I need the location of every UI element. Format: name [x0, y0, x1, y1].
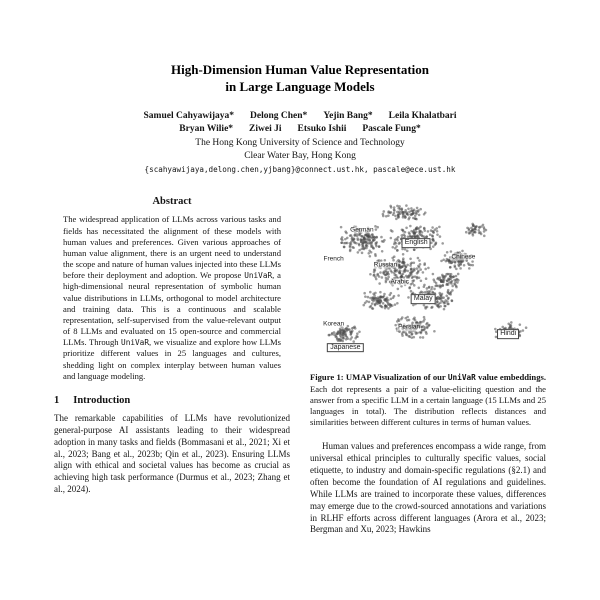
affiliation-line-1: The Hong Kong University of Science and Technology: [195, 137, 405, 148]
author-name: Yejin Bang*: [323, 110, 373, 121]
caption-bold-mono: UniVaR: [447, 373, 476, 383]
right-column: [310, 196, 546, 536]
umap-label-korean: Korean: [323, 320, 345, 328]
intro-section-number: 1: [54, 394, 60, 406]
umap-label-arabic: Arabic: [390, 278, 409, 286]
abstract-text: The widespread application of LLMs across various tasks and fields has necessitated the alignment of these models with human values and preferences. Given various approaches of human value alignment, there is an urgent need to understand the scope and nature of human values injected into these LLMs before their deployment and adoption. We propose UniVaR, a high-dimensional neural representation of symbolic human value distributions in LLMs, orthogonal to model architecture and training data. This is a continuous and scalable representation, self-supervised from the value-relevant output of 8 LLMs and evaluated on 15 open-source and commercial LLMs. Through UniVaR, we visualize and explore how LLMs prioritize different values in 25 languages and cultures, shedding light on complex interplay between human values and language modeling.: [63, 214, 281, 381]
intro-paragraph: The remarkable capabilities of LLMs have revolutionized general-purpose AI assistants leading to their widespread adoption in many tasks and fields (Bommasani et al., 2021; Xi et al., 2023; Bang et al., 2023b; Qin et al., 2023). Ensuring LLMs align with ethical and societal values has become as crucial as achieving high task performance (Durmus et al., 2023; Zhang et al., 2024).: [54, 412, 290, 495]
caption-rest: Each dot represents a pair of a value-eliciting question and the answer from a specific LLM in a certain language (15 LLMs and 25 languages in total). The distribution reflects distances and similarities between different cultures in terms of human values.: [310, 383, 546, 428]
email-line: {scahyawijaya,delong.chen,yjbang}@connect.ust.hk, pascale@ece.ust.hk: [144, 165, 456, 175]
caption-bold-pre: UMAP Visualization of our: [345, 372, 448, 383]
umap-label-german: German: [350, 226, 374, 234]
umap-label-persian: Persian: [398, 323, 421, 331]
title-line-1: High-Dimension Human Value Representation: [171, 62, 429, 77]
author-name: Samuel Cahyawijaya*: [143, 110, 235, 121]
author-name: Bryan Wilie*: [179, 123, 234, 134]
caption-bold-post: value embeddings.: [475, 372, 546, 383]
umap-label-malay: Malay: [411, 294, 436, 304]
umap-plot: [310, 196, 546, 364]
author-row-2: [54, 124, 546, 134]
umap-label-french: French: [323, 254, 344, 262]
two-column-layout: [54, 196, 546, 536]
umap-label-chinese: Chinese: [451, 253, 476, 261]
author-name: Ziwei Ji: [249, 123, 282, 134]
title-line-2: in Large Language Models: [225, 78, 375, 94]
author-name: Leila Khalatbari: [388, 110, 457, 121]
left-column: [54, 196, 290, 536]
author-row-1: [54, 111, 546, 121]
umap-label-japanese: Japanese: [327, 343, 363, 353]
umap-label-russian: Russian: [373, 261, 398, 269]
abstract-heading: Abstract: [152, 196, 192, 208]
right-column-paragraph: Human values and preferences encompass a wide range, from universal ethical principles to culturally specific values, social etiquette, to industry and domain-specific regulations (§2.1) and often become the foundation of AI regulations and guidelines. While LLMs are trained to incorporate these values, differences may emerge due to the crowd-sourced annotations and variations in RLHF efforts across different languages (Arora et al., 2023; Bergman and Xu, 2023; Hawkins: [310, 441, 546, 535]
figure-caption: [310, 372, 546, 428]
affiliation-line-2: Clear Water Bay, Hong Kong: [244, 150, 356, 161]
author-name: Delong Chen*: [250, 110, 308, 121]
umap-label-hindi: Hindi: [497, 329, 519, 339]
umap-label-english: English: [402, 239, 431, 249]
intro-heading: [54, 395, 290, 406]
paper-title: [54, 62, 546, 96]
caption-label: Figure 1:: [310, 372, 346, 383]
umap-scatter: [310, 196, 546, 364]
author-name: Pascale Fung*: [362, 123, 421, 134]
intro-section-title: Introduction: [73, 394, 131, 406]
author-name: Etsuko Ishii: [297, 123, 347, 134]
figure-1: [310, 196, 546, 428]
